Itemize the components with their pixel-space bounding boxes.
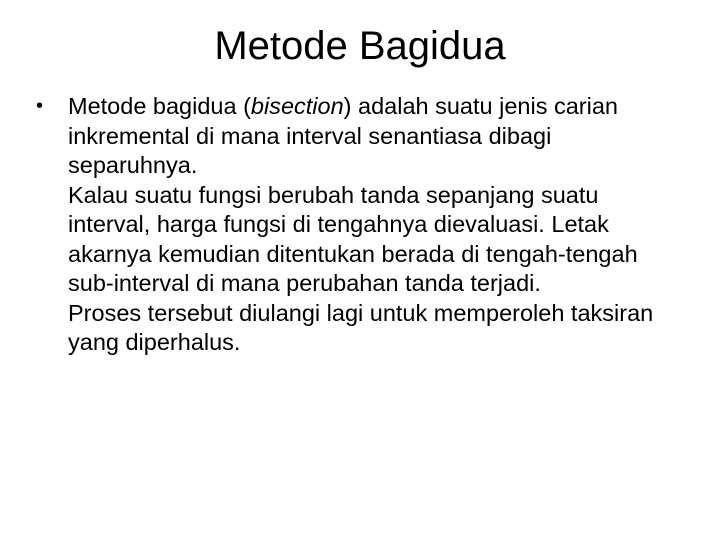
bullet-item — [36, 92, 686, 358]
paragraph-definition — [68, 92, 686, 181]
bisection-term: bisection — [250, 93, 344, 119]
paragraph-method: Kalau suatu fungsi berubah tanda sepanjang suatu interval, harga fungsi di tengahnya dievaluasi. Letak akarnya kemudian ditentukan berada di tengah-tengah sub-interval di mana perubahan tanda terjadi. — [68, 181, 638, 296]
paragraph-definition-start: Metode bagidua ( — [68, 93, 251, 119]
slide-body — [36, 92, 686, 358]
slide-title: Metode Bagidua — [214, 24, 506, 68]
paragraph-iteration: Proses tersebut diulangi lagi untuk memperoleh taksiran yang diperhalus. — [68, 299, 654, 355]
paragraph-definition-end: ) adalah suatu jenis carian inkremental di mana interval senantiasa dibagi separuhnya. — [68, 93, 618, 178]
bullet-icon: • — [36, 95, 44, 117]
